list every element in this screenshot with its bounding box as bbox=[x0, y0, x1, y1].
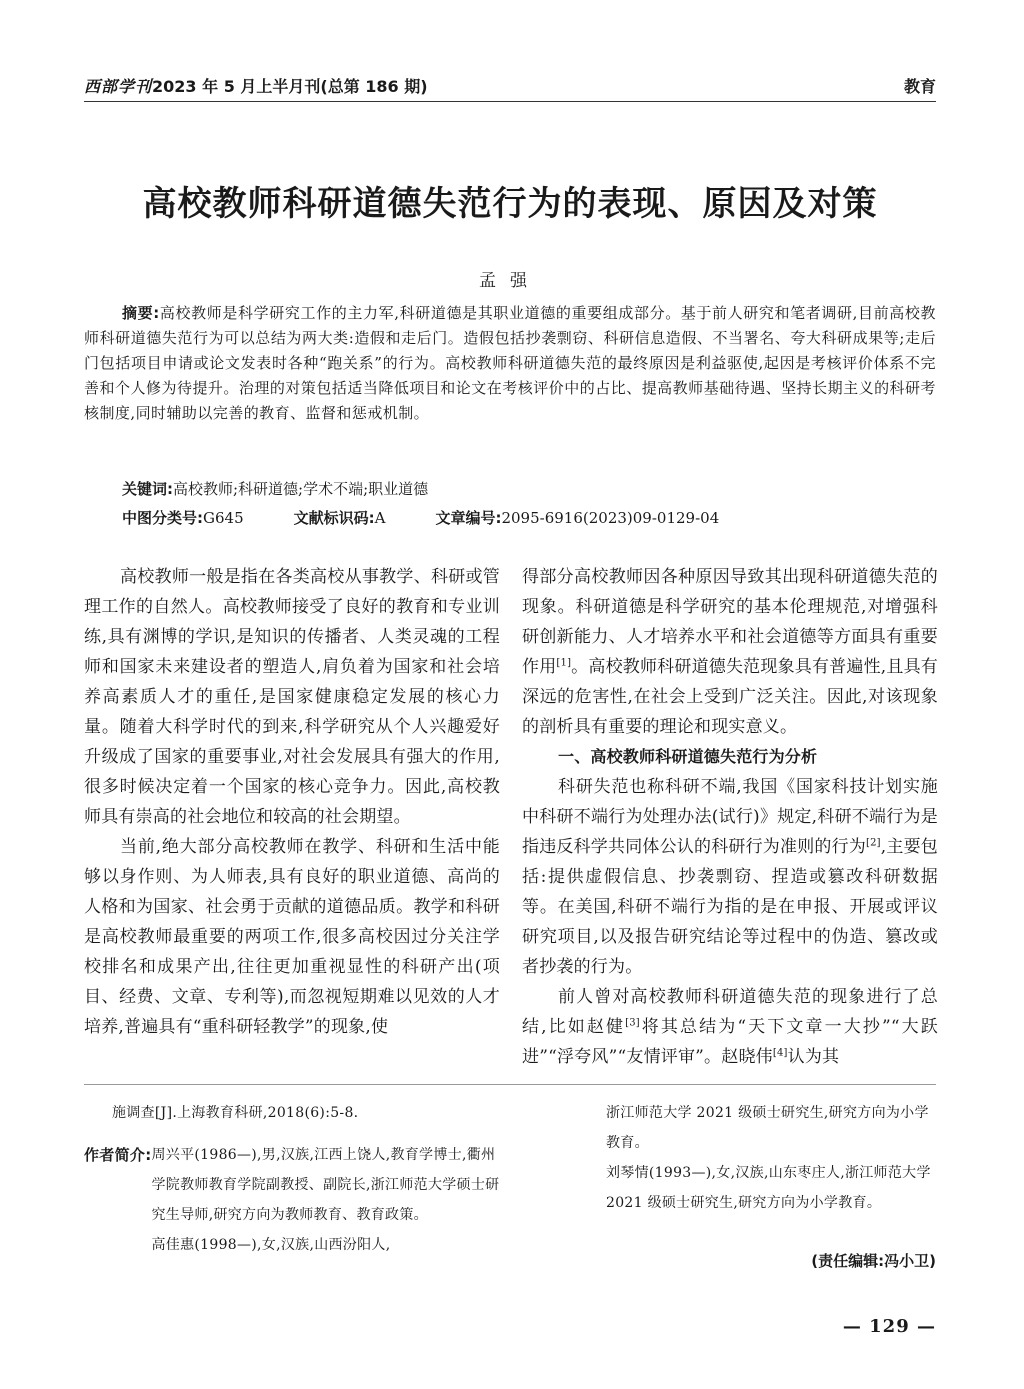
citation-3[interactable]: [3] bbox=[625, 1017, 640, 1029]
footnotes-right bbox=[606, 1098, 938, 1218]
keywords-text: 高校教师;科研道德;学术不端;职业道德 bbox=[173, 480, 429, 498]
citation-2[interactable]: [2] bbox=[866, 837, 881, 849]
article-no-value: 2095-6916(2023)09-0129-04 bbox=[501, 509, 720, 527]
citation-4[interactable]: [4] bbox=[772, 1047, 788, 1059]
keywords-label: 关键词: bbox=[122, 480, 173, 498]
section-label: 教育 bbox=[903, 77, 936, 96]
body-paragraph: 科研失范也称科研不端,我国《国家科技计划实施中科研不端行为处理办法(试行)》规定,科研不端行为是指违反科学共同体公认的科研行为准则的行为[2],主要包括:提供虚假信息、抄袭剽窃、捏造或篡改科研数据等。在美国,科研不端行为指的是在申报、开展或评议研究项目,以及报告研究结论等过程中的伪造、篡改或者抄袭的行为。 bbox=[522, 777, 938, 977]
author-bio bbox=[84, 1140, 504, 1260]
bio-label: 作者简介: bbox=[84, 1146, 152, 1164]
body-paragraph: 高校教师一般是指在各类高校从事教学、科研或管理工作的自然人。高校教师接受了良好的教育和专业训练,具有渊博的学识,是知识的传播者、人类灵魂的工程师和国家未来建设者的塑造人,肩负着为国家和社会培养高素质人才的重任,是国家健康稳定发展的核心力量。随着大科学时代的到来,科学研究从个人兴趣爱好升级成了国家的重要事业,对社会发展具有强大的作用,很多时候决定着一个国家的核心竞争力。因此,高校教师具有崇高的社会地位和较高的社会期望。 bbox=[84, 567, 500, 827]
article-title: 高校教师科研道德失范行为的表现、原因及对策 bbox=[142, 184, 878, 224]
journal-logo: 西部学刊 bbox=[84, 77, 153, 96]
journal-issue: 2023 年 5 月上半月刊(总第 186 期) bbox=[152, 77, 428, 96]
abstract-label: 摘要: bbox=[122, 304, 160, 322]
doc-value: A bbox=[374, 509, 386, 527]
responsible-editor: (责任编辑:冯小卫) bbox=[811, 1252, 936, 1270]
body-left-column bbox=[84, 562, 500, 1042]
body-paragraph: 得部分高校教师因各种原因导致其出现科研道德失范的现象。科研道德是科学研究的基本伦理规范,对增强科研创新能力、人才培养水平和社会道德等方面具有重要作用[1]。高校教师科研道德失范现象具有普遍性,且具有深远的危害性,在社会上受到广泛关注。因此,对该现象的剖析具有重要的理论和现实意义。 bbox=[522, 567, 938, 737]
footnote-divider bbox=[84, 1084, 936, 1085]
clc-label: 中图分类号: bbox=[122, 509, 203, 527]
reference-tail: 施调查[J].上海教育科研,2018(6):5-8. bbox=[112, 1105, 359, 1121]
journal-info bbox=[84, 74, 428, 97]
author-name: 孟强 bbox=[479, 271, 541, 291]
body-paragraph: 当前,绝大部分高校教师在教学、科研和生活中能够以身作则、为人师表,具有良好的职业道德、高尚的人格和为国家、社会勇于贡献的道德品质。教学和科研是高校教师最重要的两项工作,很多高校因过分关注学校排名和成果产出,往往更加重视显性的科研产出(项目、经费、文章、专利等),而忽视短期难以见效的人才培养,普遍具有“重科研轻教学”的现象,使 bbox=[84, 837, 500, 1037]
citation-1[interactable]: [1] bbox=[556, 657, 572, 669]
doc-label: 文献标识码: bbox=[293, 509, 375, 527]
bio-entry: 刘琴情(1993—),女,汉族,山东枣庄人,浙江师范大学 2021 级硕士研究生,研究方向为小学教育。 bbox=[606, 1165, 931, 1211]
body-paragraph: 前人曾对高校教师科研道德失范的现象进行了总结,比如赵健[3]将其总结为“天下文章一大抄”“大跃进”“浮夸风”“友情评审”。赵晓伟[4]认为其 bbox=[522, 987, 938, 1067]
page-number: — 129 — bbox=[842, 1316, 936, 1337]
keywords bbox=[122, 477, 428, 502]
footnotes-left bbox=[84, 1098, 504, 1260]
abstract bbox=[84, 301, 936, 426]
article-no-label: 文章编号: bbox=[435, 509, 502, 527]
bio-entry: 周兴平(1986—),男,汉族,江西上饶人,教育学博士,衢州学院教师教育学院副教授、副院长,浙江师范大学硕士研究生导师,研究方向为教师教育、教育政策。 bbox=[151, 1147, 500, 1223]
section-heading: 一、高校教师科研道德失范行为分析 bbox=[558, 747, 818, 766]
running-header bbox=[84, 68, 936, 98]
abstract-text: 高校教师是科学研究工作的主力军,科研道德是其职业道德的重要组成部分。基于前人研究和笔者调研,目前高校教师科研道德失范行为可以总结为两大类:造假和走后门。造假包括抄袭剽窃、科研信息造假、不当署名、夸大科研成果等;走后门包括项目申请或论文发表时各种“跑关系”的行为。高校教师科研道德失范的最终原因是利益驱使,起因是考核评价体系不完善和个人修为待提升。治理的对策包括适当降低项目和论文在考核评价中的占比、提高教师基础待遇、坚持长期主义的科研考核制度,同时辅助以完善的教育、监督和惩戒机制。 bbox=[84, 304, 936, 422]
header-rule bbox=[84, 101, 936, 102]
body-right-column bbox=[522, 562, 938, 1072]
bio-entry: 浙江师范大学 2021 级硕士研究生,研究方向为小学教育。 bbox=[606, 1105, 929, 1151]
clc-value: G645 bbox=[203, 509, 244, 527]
bio-entry: 高佳惠(1998—),女,汉族,山西汾阳人, bbox=[151, 1237, 391, 1253]
classification-line bbox=[122, 506, 719, 531]
